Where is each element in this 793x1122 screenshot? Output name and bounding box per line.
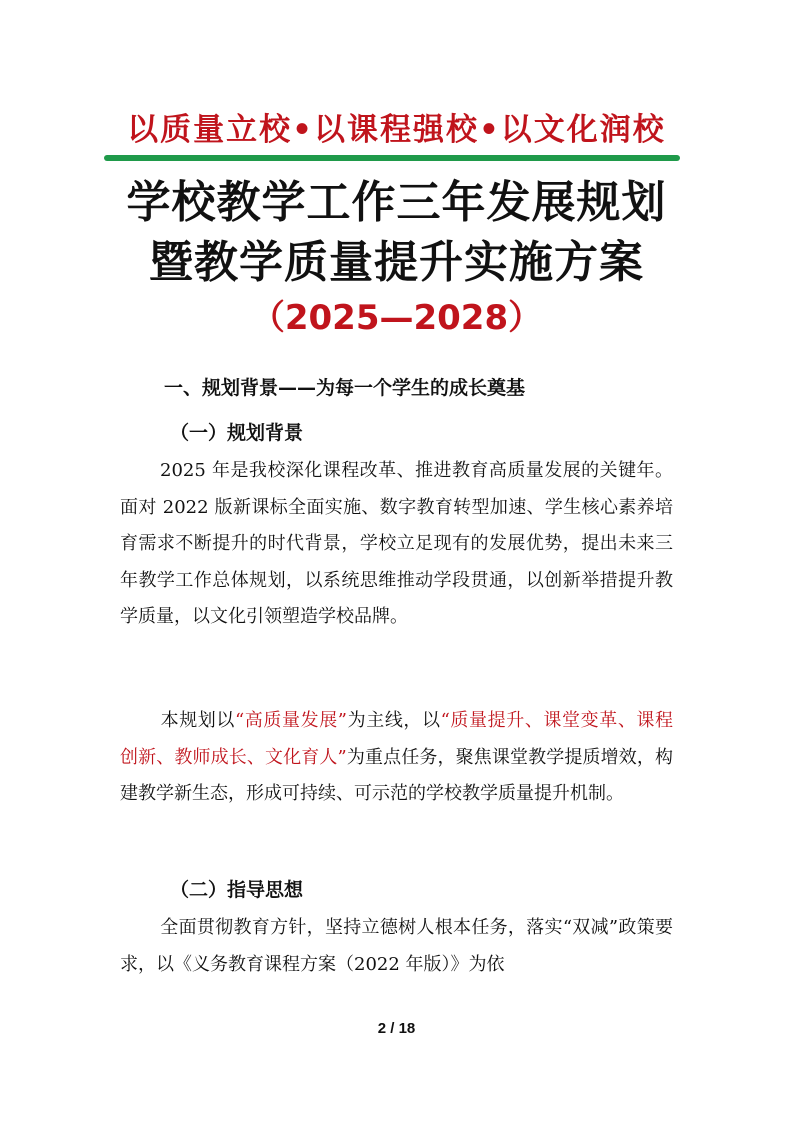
section-heading: 一、规划背景——为每一个学生的成长奠基 (164, 377, 526, 399)
paragraph-focus-text-1: 本规划以 (160, 710, 235, 731)
paragraph-guiding-text: 全面贯彻教育方针，坚持立德树人根本任务，落实“双减”政策要求，以《义务教育课程方案（2022 年版）》为依 (120, 917, 673, 975)
paragraph-background (120, 453, 673, 636)
subsection-heading-background: （一）规划背景 (170, 422, 304, 444)
page-number: 2 / 18 (377, 1020, 416, 1037)
paragraph-background-text: 2025 年是我校深化课程改革、推进教育高质量发展的关键年。面对 2022 版新课标全面实施、数字教育转型加速、学生核心素养培育需求不断提升的时代背景，学校立足现有的发展优势，提出未来三年教学工作总体规划，以系统思维推动学段贯通，以创新举措提升教学质量，以文化引领塑造学校品牌。 (120, 460, 673, 627)
paragraph-focus-text-3: 为重点任务，聚焦课堂教学提质增效，构建教学新生态，形成可持续、可示范的学校教学质量提升机制。 (120, 746, 674, 804)
paragraph-focus-text-2: 为主线，以 (347, 710, 441, 731)
highlight-main-line: “高质量发展” (235, 710, 348, 731)
green-divider (104, 155, 680, 161)
document-title-line-1: 学校教学工作三年发展规划 (126, 177, 667, 228)
subsection-heading-guiding: （二）指导思想 (170, 879, 304, 901)
paragraph-focus (120, 703, 673, 813)
document-title-line-2: 暨教学质量提升实施方案 (149, 237, 644, 288)
highlight-key-tasks: “质量提升、课堂变革、课程创新、教师成长、文化育人” (120, 710, 674, 768)
slogan: 以质量立校•以课程强校•以文化润校 (127, 112, 666, 148)
plan-years: （2025—2028） (250, 298, 543, 338)
paragraph-guiding (120, 910, 673, 983)
